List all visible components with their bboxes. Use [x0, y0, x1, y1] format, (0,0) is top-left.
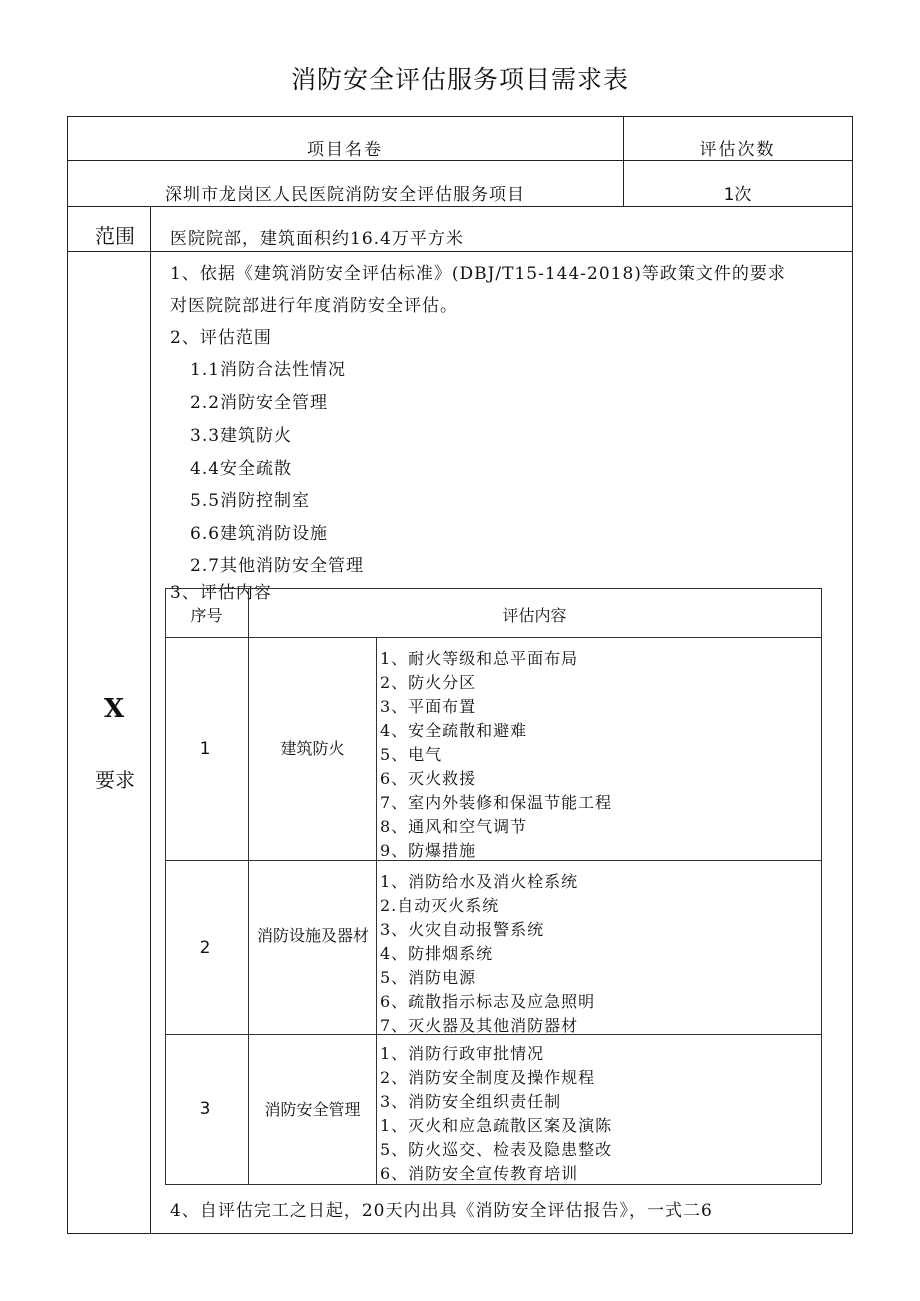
inner-table-header-bottom	[165, 637, 821, 638]
requirement-3: 3、评估内容	[170, 583, 272, 603]
table-border-right	[852, 116, 853, 1234]
scope-item: 5.5消防控制室	[190, 491, 311, 511]
row-category: 消防安全管理	[264, 1100, 361, 1119]
header-evaluation-count: 评估次数	[699, 140, 776, 160]
inner-table-bottom	[165, 1184, 821, 1185]
row-item: 6、消防安全宣传教育培训	[380, 1164, 579, 1183]
row-category: 建筑防火	[280, 739, 345, 758]
scope-item: 4.4安全疏散	[190, 459, 293, 479]
row-item: 1、消防给水及消火栓系统	[380, 872, 579, 891]
header-project-name: 项目名卷	[307, 140, 383, 160]
table-border-top	[67, 116, 853, 117]
requirement-1b: 对医院院部进行年度消防安全评估。	[170, 296, 458, 316]
scope-item: 2.2消防安全管理	[190, 393, 329, 413]
requirement-1a: 1、依据《建筑消防安全评估标准》(DBJ/T15-144-2018)等政策文件的要求	[170, 264, 786, 284]
inner-table-top	[165, 588, 821, 589]
requirements-label: 要求	[95, 768, 135, 792]
table-border-bottom	[67, 1233, 853, 1234]
row-category: 消防设施及器材	[256, 926, 369, 945]
row-item: 3、平面布置	[380, 697, 477, 716]
row-item: 5、电气	[380, 745, 443, 764]
evaluation-count: 1次	[723, 185, 752, 205]
row-item: 9、防爆措施	[380, 841, 477, 860]
row-item: 4、安全疏散和避难	[380, 721, 528, 740]
inner-table-left	[165, 588, 166, 1184]
scope-item: 3.3建筑防火	[190, 426, 293, 446]
row-item: 2.自动灭火系统	[380, 896, 500, 915]
row-item: 1、灭火和应急疏散区案及演陈	[380, 1116, 613, 1135]
page-title: 消防安全评估服务项目需求表	[290, 65, 629, 94]
row-item: 7、室内外装修和保温节能工程	[380, 793, 613, 812]
scope-item: 2.7其他消防安全管理	[190, 556, 365, 576]
inner-header-content: 评估内容	[502, 606, 567, 625]
row-item: 3、消防安全组织责任制	[380, 1092, 562, 1111]
inner-table-right	[821, 588, 822, 1184]
scope-item: 6.6建筑消防设施	[190, 524, 329, 544]
project-name: 深圳市龙岗区人民医院消防安全评估服务项目	[165, 185, 525, 205]
table-row-divider	[67, 251, 853, 252]
label-col-divider	[150, 206, 151, 1234]
inner-table-row-divider	[165, 860, 821, 861]
scope-label: 范围	[95, 224, 135, 248]
row-index: 1	[199, 739, 211, 759]
inner-table-col-divider	[248, 588, 249, 1184]
row-item: 6、灭火救援	[380, 769, 477, 788]
table-row-divider	[67, 160, 853, 161]
requirement-4: 4、自评估完工之日起，20天内出具《消防安全评估报告》，一式二6	[170, 1201, 713, 1221]
row-item: 5、消防电源	[380, 968, 477, 987]
row-item: 5、防火巡交、检表及隐患整改	[380, 1140, 613, 1159]
row-index: 2	[199, 938, 211, 958]
row-item: 4、防排烟系统	[380, 944, 494, 963]
row-item: 7、灭火器及其他消防器材	[380, 1016, 579, 1035]
requirement-2: 2、评估范围	[170, 328, 272, 348]
table-border-left	[67, 116, 68, 1234]
requirements-mark: X	[104, 694, 125, 724]
row-item: 1、消防行政审批情况	[380, 1044, 545, 1063]
row-index: 3	[199, 1099, 211, 1119]
row-item: 1、耐火等级和总平面布局	[380, 649, 579, 668]
scope-item: 1.1消防合法性情况	[190, 360, 347, 380]
row-item: 3、火灾自动报警系统	[380, 920, 545, 939]
row-item: 8、通风和空气调节	[380, 817, 528, 836]
row-item: 6、疏散指示标志及应急照明	[380, 992, 596, 1011]
table-row-divider	[67, 206, 853, 207]
row-item: 2、消防安全制度及操作规程	[380, 1068, 596, 1087]
inner-table-col-divider	[376, 637, 377, 1184]
inner-header-index: 序号	[190, 606, 223, 625]
row-item: 2、防火分区	[380, 673, 477, 692]
scope-value: 医院院部，建筑面积约16.4万平方米	[170, 229, 464, 249]
